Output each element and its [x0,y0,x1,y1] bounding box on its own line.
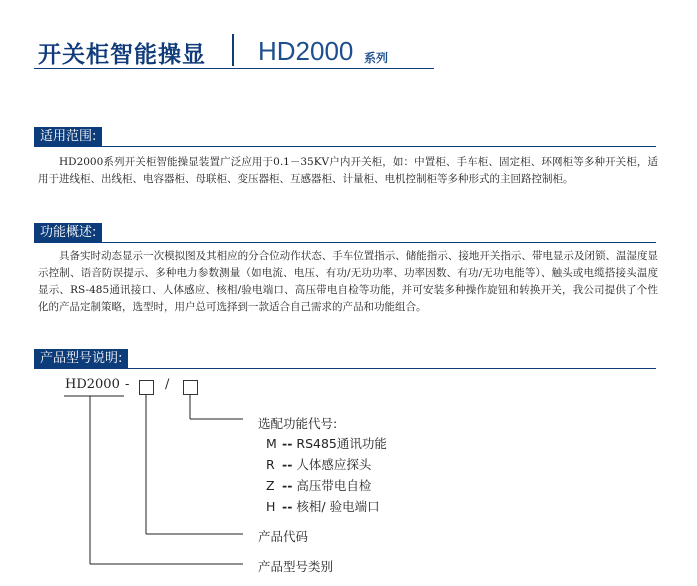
option-code: H [266,499,276,514]
model-dash: - [125,377,130,392]
option-desc: 核相/ 验电端口 [296,499,380,514]
section-heading-overview: 功能概述: [34,223,102,242]
overview-paragraph: 具备实时动态显示一次模拟图及其相应的分合位动作状态、手车位置指示、储能指示、接地开关指示、带电显示及闭锁、温湿度显示控制、语音防误提示、多种电力参数测量（如电流、电压、有功/无功功率、功率因数、有功/无功电能等）、触头或电缆搭接头温度显示、RS-485通讯接口、人体感应、核相/验电端口、高压带电自检等功能，并可安装多种操作旋钮和转换开关，我公司提供了个性化的产品定制策略，选型时，用户总可选择到一款适合自己需求的产品和功能组合。 [38,250,658,313]
title-model: HD2000 [258,36,354,66]
option-desc: 人体感应探头 [296,457,372,472]
model-slash: / [165,377,170,392]
option-desc: 高压带电自检 [296,478,372,493]
option-dash: -- [282,457,293,472]
option-line-r [266,455,371,473]
option-dash: -- [282,499,293,514]
section-heading-model: 产品型号说明: [34,349,128,368]
category-label: 产品型号类别 [258,559,334,574]
model-code: HD2000 [65,377,120,392]
page-title: 开关柜智能操显 [38,42,206,68]
option-dash: -- [282,436,293,451]
option-code: Z [266,478,275,493]
option-code: R [266,457,275,472]
scope-paragraph: HD2000系列开关柜智能操显装置广泛应用于0.1－35KV户内开关柜，如：中置柜、手车柜、固定柜、环网柜等多种开关柜，适用于进线柜、出线柜、电容器柜、母联柜、变压器柜、互感器柜、计量柜、电机控制柜等多种形式的主回路控制柜。 [38,156,658,185]
option-dash: -- [282,478,293,493]
section-heading-scope: 适用范围: [34,127,102,146]
product-code-label: 产品代码 [258,529,309,544]
option-line-h [266,497,380,515]
options-title: 选配功能代号: [258,416,338,431]
option-code: M [266,436,277,451]
title-series: 系列 [364,51,389,65]
option-desc: RS485通讯功能 [296,436,387,451]
option-line-z [266,476,371,494]
option-line-m [266,434,387,452]
